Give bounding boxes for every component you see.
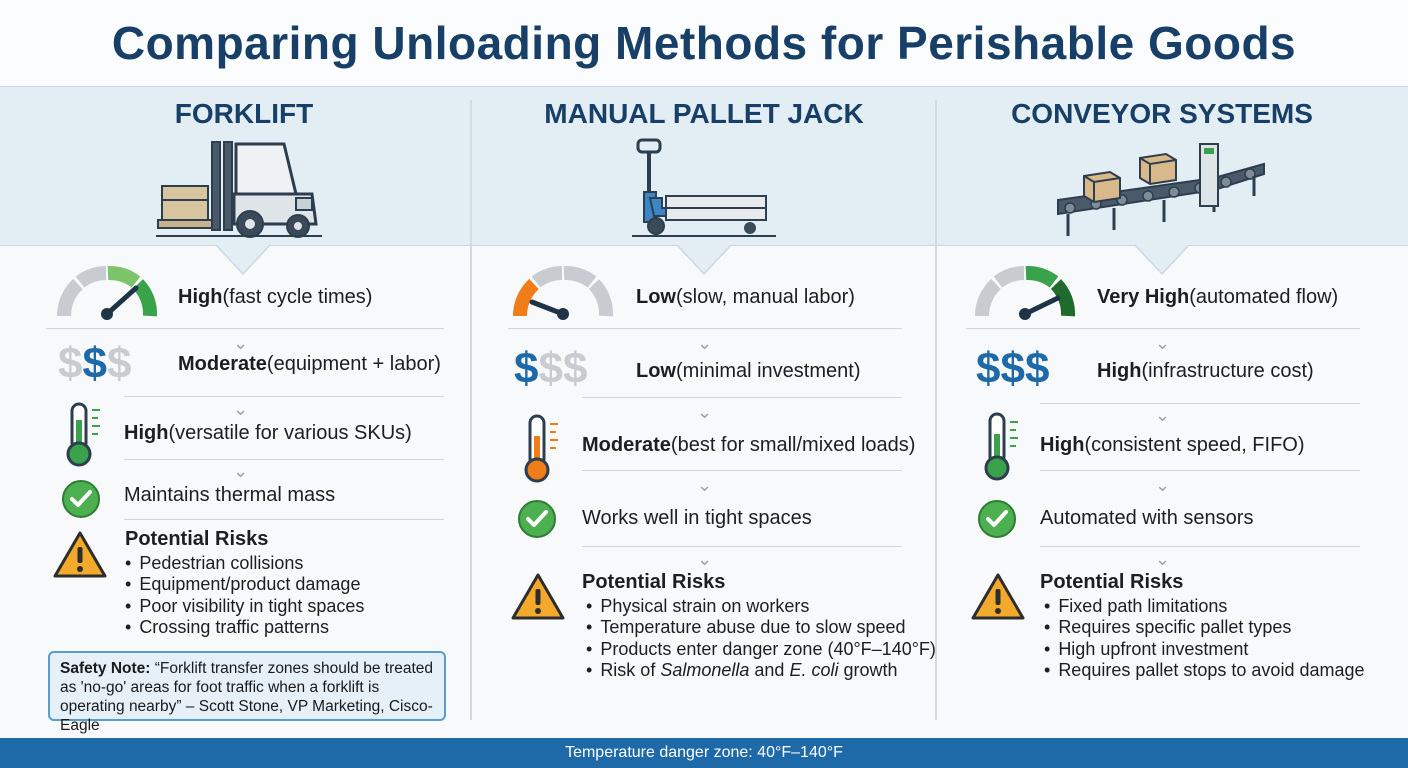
temperature-detail: (versatile for various SKUs) bbox=[168, 422, 412, 444]
risks-list bbox=[125, 553, 364, 639]
divider bbox=[582, 397, 902, 398]
arrow-down-icon: ⌄ bbox=[1155, 405, 1171, 425]
page-title: Comparing Unloading Methods for Perishable Goods bbox=[0, 0, 1408, 86]
temperature-rating bbox=[124, 422, 412, 445]
thermometer-icon bbox=[520, 412, 564, 484]
risk-item: • Products enter danger zone (40°F–140°F) bbox=[586, 639, 936, 661]
arrow-down-icon: ⌄ bbox=[233, 333, 249, 353]
speed-level: Low bbox=[636, 286, 676, 308]
risk-item: • Crossing traffic patterns bbox=[125, 617, 364, 639]
dollar-icon: $ bbox=[1000, 344, 1025, 393]
check-circle-icon bbox=[60, 478, 102, 520]
temperature-level: High bbox=[1040, 434, 1085, 456]
risk-item: • High upfront investment bbox=[1044, 639, 1365, 661]
risk-item: • Pedestrian collisions bbox=[125, 553, 364, 575]
safety-note-text: “Forklift transfer zones should be treated as 'no-go' areas for foot traffic when a forklift is operating nearby” – Scott Stone, VP Marketing, Cisco-Eagle bbox=[60, 660, 434, 734]
safety-note bbox=[48, 651, 446, 734]
risks-title: Potential Risks bbox=[582, 571, 726, 593]
dollar-signs-icon bbox=[58, 339, 132, 388]
speed-level: High bbox=[178, 286, 223, 308]
risk-text: and bbox=[749, 660, 790, 680]
speed-gauge-icon bbox=[56, 264, 158, 320]
check-circle-icon bbox=[976, 498, 1018, 540]
divider bbox=[124, 459, 444, 460]
temperature-detail: (best for small/mixed loads) bbox=[670, 434, 916, 456]
arrow-down-icon: ⌄ bbox=[233, 399, 249, 419]
column-title: FORKLIFT bbox=[174, 98, 314, 129]
speed-detail: (slow, manual labor) bbox=[676, 286, 855, 308]
speed-rating bbox=[1097, 286, 1338, 309]
divider bbox=[508, 328, 902, 329]
arrow-down-icon: ⌄ bbox=[1155, 549, 1171, 569]
risks-list bbox=[1040, 596, 1365, 682]
cost-detail: (infrastructure cost) bbox=[1141, 360, 1314, 382]
arrow-down-icon: ⌄ bbox=[697, 549, 713, 569]
divider bbox=[1040, 546, 1360, 547]
dollar-signs-icon bbox=[514, 344, 588, 393]
risk-item: • Temperature abuse due to slow speed bbox=[586, 617, 936, 639]
risk-item: • Equipment/product damage bbox=[125, 574, 364, 596]
arrow-down-icon: ⌄ bbox=[697, 402, 713, 422]
speed-gauge-icon bbox=[974, 264, 1076, 320]
speed-detail: (fast cycle times) bbox=[222, 286, 373, 308]
benefit-text: Automated with sensors bbox=[1040, 507, 1254, 529]
warning-icon bbox=[510, 572, 566, 622]
divider bbox=[124, 519, 444, 520]
pathogen-name: E. coli bbox=[789, 660, 839, 680]
arrow-down-icon: ⌄ bbox=[1155, 475, 1171, 495]
warning-icon bbox=[52, 530, 108, 580]
pointer-notch bbox=[678, 245, 730, 273]
dollar-icon: $ bbox=[106, 339, 132, 388]
cost-detail: (minimal investment) bbox=[676, 360, 861, 382]
benefit-text: Works well in tight spaces bbox=[582, 507, 812, 529]
forklift-icon bbox=[156, 134, 322, 240]
risk-item: • Requires specific pallet types bbox=[1044, 617, 1365, 639]
pathogen-name: Salmonella bbox=[660, 660, 750, 680]
check-circle-icon bbox=[516, 498, 558, 540]
dollar-icon: $ bbox=[538, 344, 563, 393]
cost-rating bbox=[1097, 360, 1314, 383]
arrow-down-icon: ⌄ bbox=[697, 333, 713, 353]
pointer-notch bbox=[1136, 245, 1188, 273]
cost-detail: (equipment + labor) bbox=[266, 353, 441, 375]
cost-level: High bbox=[1097, 360, 1142, 382]
risk-text: growth bbox=[838, 660, 898, 680]
risks-list bbox=[582, 596, 936, 682]
temperature-level: Moderate bbox=[582, 434, 671, 456]
column-title: CONVEYOR SYSTEMS bbox=[1011, 98, 1313, 129]
risks-title: Potential Risks bbox=[1040, 571, 1184, 593]
risk-item: • Requires pallet stops to avoid damage bbox=[1044, 660, 1365, 682]
dollar-icon: $ bbox=[1024, 344, 1050, 393]
divider bbox=[124, 396, 444, 397]
risks-block bbox=[582, 572, 936, 682]
column-title: MANUAL PALLET JACK bbox=[544, 98, 864, 129]
divider bbox=[1040, 403, 1360, 404]
dollar-signs-icon bbox=[976, 344, 1050, 393]
speed-gauge-icon bbox=[512, 264, 614, 320]
speed-level: Very High bbox=[1097, 286, 1190, 308]
risk-item: • Fixed path limitations bbox=[1044, 596, 1365, 618]
divider bbox=[46, 328, 444, 329]
risks-block bbox=[125, 529, 364, 639]
cost-rating bbox=[636, 360, 860, 383]
arrow-down-icon: ⌄ bbox=[1155, 333, 1171, 353]
risk-item: • Physical strain on workers bbox=[586, 596, 936, 618]
dollar-icon: $ bbox=[58, 339, 83, 388]
arrow-down-icon: ⌄ bbox=[233, 461, 249, 481]
dollar-icon: $ bbox=[82, 339, 107, 388]
speed-rating bbox=[636, 286, 855, 309]
dollar-icon: $ bbox=[514, 344, 539, 393]
divider bbox=[1040, 470, 1360, 471]
speed-detail: (automated flow) bbox=[1189, 286, 1339, 308]
cost-rating bbox=[178, 353, 441, 376]
temperature-rating bbox=[1040, 434, 1305, 457]
footer-banner: Temperature danger zone: 40°F–140°F bbox=[0, 738, 1408, 768]
warning-icon bbox=[970, 572, 1026, 622]
divider bbox=[582, 470, 902, 471]
temperature-detail: (consistent speed, FIFO) bbox=[1084, 434, 1305, 456]
conveyor-icon bbox=[1054, 138, 1268, 242]
divider bbox=[582, 546, 902, 547]
speed-rating bbox=[178, 286, 372, 309]
divider bbox=[966, 328, 1360, 329]
cost-level: Low bbox=[636, 360, 676, 382]
thermometer-icon bbox=[62, 400, 106, 468]
cost-level: Moderate bbox=[178, 353, 267, 375]
arrow-down-icon: ⌄ bbox=[697, 475, 713, 495]
risk-text: Risk of bbox=[600, 660, 661, 680]
temperature-rating bbox=[582, 434, 915, 457]
dollar-icon: $ bbox=[976, 344, 1001, 393]
column-divider bbox=[470, 100, 472, 720]
risk-item bbox=[586, 660, 936, 682]
risk-item: • Poor visibility in tight spaces bbox=[125, 596, 364, 618]
pointer-notch bbox=[217, 245, 269, 273]
temperature-level: High bbox=[124, 422, 169, 444]
benefit-text: Maintains thermal mass bbox=[124, 484, 336, 506]
dollar-icon: $ bbox=[562, 344, 588, 393]
safety-note-label: Safety Note: bbox=[60, 660, 151, 677]
risks-block bbox=[1040, 572, 1365, 682]
thermometer-icon bbox=[980, 410, 1024, 482]
pallet-jack-icon bbox=[632, 136, 776, 240]
risks-title: Potential Risks bbox=[125, 528, 269, 550]
